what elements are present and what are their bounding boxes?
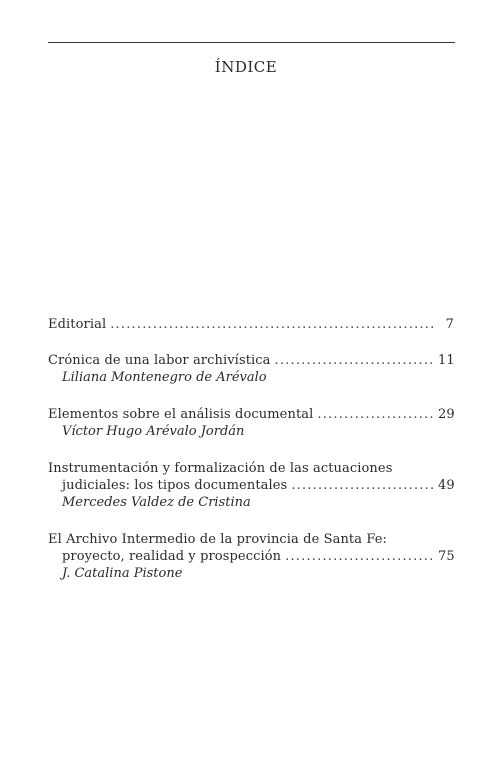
- toc-line: [48, 460, 454, 477]
- table-of-contents: [48, 316, 454, 602]
- toc-line: [48, 531, 454, 548]
- toc-line: [48, 477, 454, 494]
- toc-entry-title: Editorial: [48, 317, 107, 332]
- toc-entry-title: judiciales: los tipos documentales: [62, 478, 288, 493]
- toc-line: [48, 352, 454, 369]
- toc-entry-title: Crónica de una labor archivística: [48, 353, 271, 368]
- toc-page-number: 11: [438, 353, 455, 368]
- top-rule: [48, 42, 455, 43]
- toc-page-number: 49: [438, 478, 455, 493]
- page-title: ÍNDICE: [214, 58, 278, 76]
- toc-entry-title-line1: El Archivo Intermedio de la provincia de Santa Fe:: [48, 532, 388, 547]
- leader-dots: [275, 352, 434, 369]
- toc-line: [48, 406, 454, 423]
- toc-entry-instrumentacion: [48, 460, 454, 511]
- toc-page-number: 29: [438, 407, 455, 422]
- toc-page-number: 7: [445, 317, 454, 332]
- toc-entry-author: Liliana Montenegro de Arévalo: [62, 370, 267, 385]
- toc-entry-cronica: [48, 352, 454, 386]
- toc-entry-author: Mercedes Valdez de Cristina: [62, 495, 251, 510]
- toc-entry-editorial: [48, 316, 454, 333]
- toc-line: [48, 316, 454, 333]
- leader-dots: [291, 477, 434, 494]
- toc-entry-title-line1: Instrumentación y formalización de las actuaciones: [48, 461, 393, 476]
- toc-page-number: 75: [438, 549, 455, 564]
- toc-entry-author: Víctor Hugo Arévalo Jordán: [62, 424, 245, 439]
- toc-line: [48, 548, 454, 565]
- toc-entry-title: proyecto, realidad y prospección: [62, 549, 282, 564]
- leader-dots: [285, 548, 434, 565]
- toc-entry-title: Elementos sobre el análisis documental: [48, 407, 314, 422]
- toc-entry-elementos: [48, 406, 454, 440]
- toc-entry-author: J. Catalina Pistone: [62, 566, 183, 581]
- toc-entry-archivo-intermedio: [48, 531, 454, 582]
- leader-dots: [110, 316, 434, 333]
- leader-dots: [317, 406, 434, 423]
